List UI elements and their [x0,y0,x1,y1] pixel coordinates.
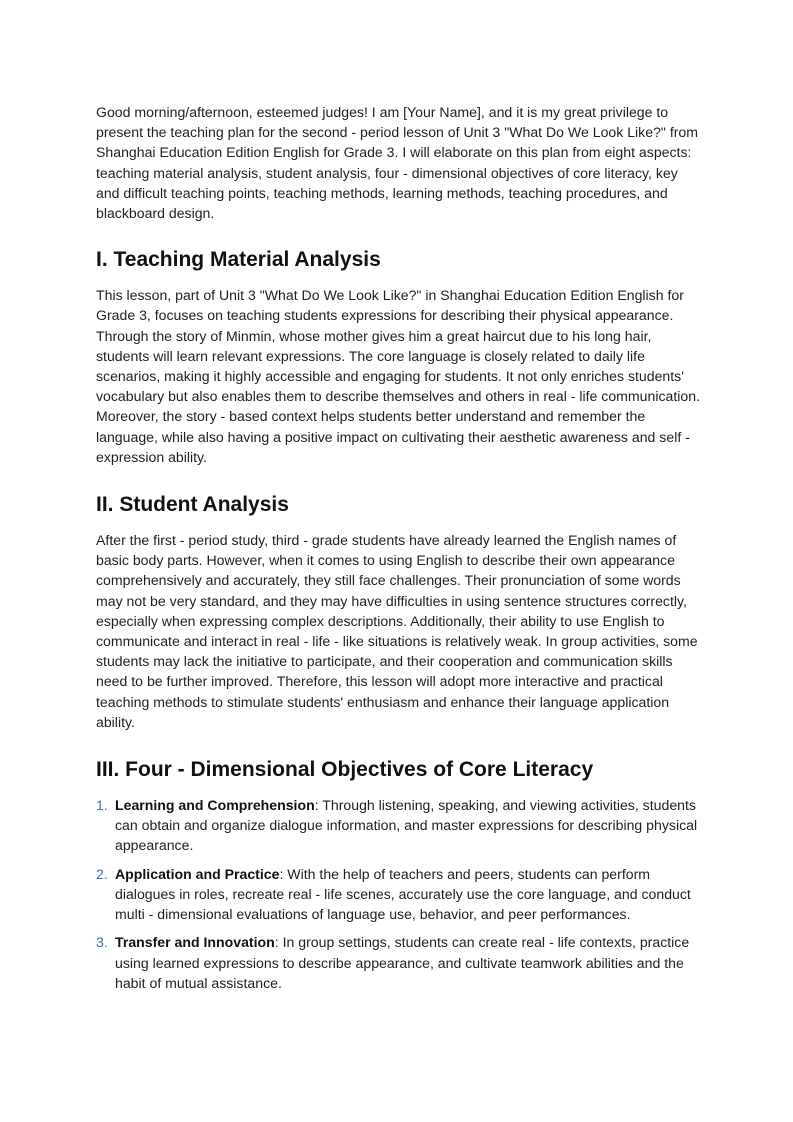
section-heading: II. Student Analysis [96,493,289,517]
section-heading: III. Four - Dimensional Objectives of Core Literacy [96,758,594,782]
list-item [96,932,702,993]
section-student-analysis [96,492,702,732]
list-number: 3. [96,934,108,951]
list-item [96,795,702,856]
section-heading: I. Teaching Material Analysis [96,248,381,272]
objectives-list [96,795,702,993]
list-item-text: : Through listening, speaking, and viewing activities, students can obtain and organize dialogue information, and master expressions for describing physical appearance. [115,797,698,854]
list-item-term: Application and Practice [115,865,280,882]
section-core-literacy-objectives [96,757,702,993]
list-item-text: : In group settings, students can create real - life contexts, practice using learned expressions to describe appearance, and cultivate teamwork abilities and the habit of mutual assistance. [115,934,690,991]
list-item [96,864,702,925]
intro-paragraph: Good morning/afternoon, esteemed judges! I am [Your Name], and it is my great privilege to present the teaching plan for the second - period lesson of Unit 3 "What Do We Look Like?" from Shanghai Education Edition English for Grade 3. I will elaborate on this plan from eight aspects: teaching material analysis, student analysis, four - dimensional objectives of core literacy, key and difficult teaching points, teaching methods, learning methods, teaching procedures, and blackboard design. [96,104,699,222]
section-paragraph: After the first - period study, third - grade students have already learned the English names of basic body parts. However, when it comes to using English to describe their own appearance comprehensively and accurately, they still face challenges. Their pronunciation of some words may not be very standard, and they may have difficulties in using sentence structures correctly, especially when expressing complex descriptions. Additionally, their ability to use English to communicate and interact in real - life - like situations is relatively weak. In group activities, some students may lack the initiative to participate, and their cooperation and communication skills need to be further improved. Therefore, this lesson will adopt more interactive and practical teaching methods to stimulate students' enthusiasm and enhance their language application ability. [96,532,698,730]
list-item-text: : With the help of teachers and peers, students can perform dialogues in roles, recreate real - life scenes, accurately use the core language, and conduct multi - dimensional evaluations of language use, behavior, and peer performances. [115,865,691,923]
list-item-term: Learning and Comprehension [115,797,315,814]
list-number: 1. [96,797,108,814]
document-page [96,102,702,1001]
list-number: 2. [96,865,108,882]
section-paragraph: This lesson, part of Unit 3 "What Do We Look Like?" in Shanghai Education Edition English for Grade 3, focuses on teaching students expressions for describing their physical appearance. Through the story of Minmin, whose mother gives him a great haircut due to his long hair, students will learn relevant expressions. The core language is closely related to daily life scenarios, making it highly accessible and engaging for students. It not only enriches students' vocabulary but also enables them to describe themselves and others in real - life communication. Moreover, the story - based context helps students better understand and remember the language, while also having a positive impact on cultivating their aesthetic awareness and self - expression ability. [96,287,700,465]
list-item-term: Transfer and Innovation [115,934,275,951]
section-teaching-material-analysis [96,247,702,467]
